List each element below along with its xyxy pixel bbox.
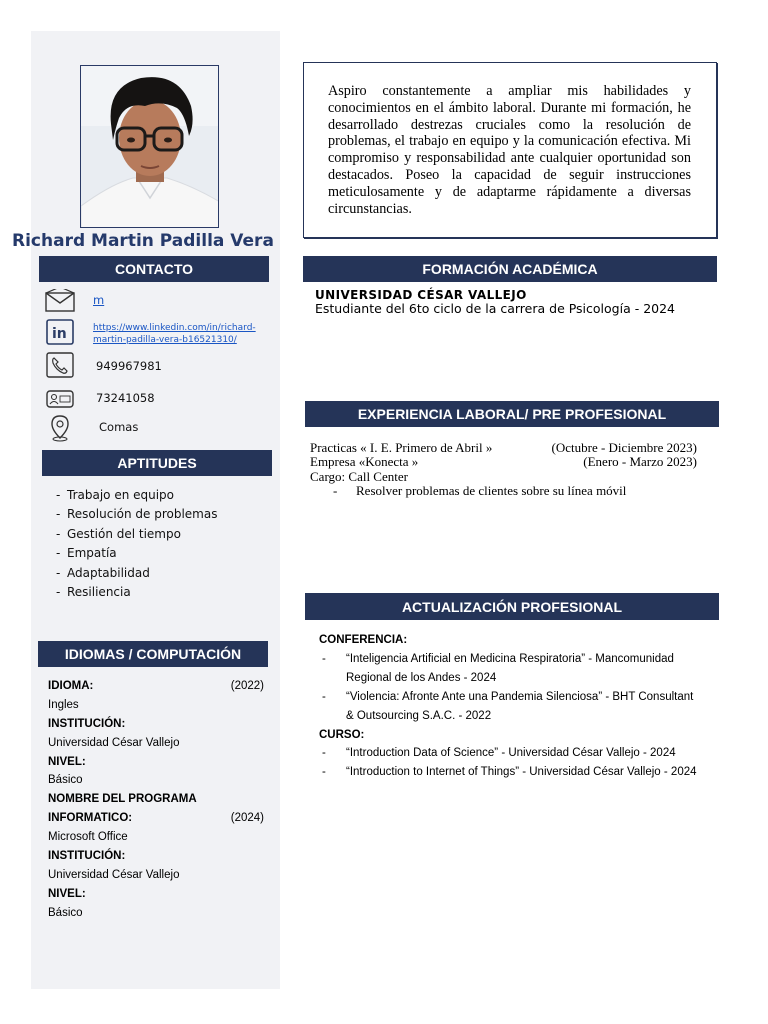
- list-item: [319, 650, 714, 669]
- email-link[interactable]: m: [93, 293, 105, 307]
- idioma-year: (2022): [230, 680, 264, 692]
- bullet-dash: -: [322, 766, 326, 779]
- experience-date-1: (Octubre - Diciembre 2023): [551, 440, 697, 455]
- programa-label: INFORMATICO:: [48, 812, 133, 825]
- phone-number: 949967981: [96, 359, 162, 373]
- envelope-icon: [45, 287, 75, 315]
- list-item: [319, 763, 714, 782]
- skill-label: Gestión del tiempo: [67, 526, 181, 541]
- experience-section: [310, 441, 697, 498]
- education-detail: Estudiante del 6to ciclo de la carrera de Psicología - 2024: [315, 301, 676, 316]
- course-2: “Introduction to Internet of Things” - Universidad César Vallejo - 2024: [346, 766, 697, 779]
- updates-section: [319, 631, 714, 782]
- programa-year: (2024): [230, 812, 264, 825]
- bullet-dash: -: [56, 565, 61, 580]
- institucion-value: Universidad César Vallejo: [48, 736, 180, 749]
- bullet-dash: -: [322, 747, 326, 760]
- dni-number: 73241058: [96, 391, 155, 405]
- list-item: [56, 565, 217, 584]
- bullet-dash: -: [322, 690, 326, 703]
- list-item: [319, 688, 714, 707]
- contacto-heading: CONTACTO: [39, 256, 269, 282]
- phone-icon: [45, 351, 75, 379]
- experience-line-3: Cargo: Call Center: [310, 468, 408, 484]
- experience-bullet: Resolver problemas de clientes sobre su línea móvil: [356, 482, 627, 498]
- bullet-dash: -: [56, 584, 61, 599]
- experiencia-heading: EXPERIENCIA LABORAL/ PRE PROFESIONAL: [305, 401, 719, 427]
- list-item: [319, 744, 714, 763]
- candidate-name: Richard Martin Padilla Vera: [12, 231, 274, 251]
- skill-label: Empatía: [67, 546, 117, 561]
- nivel-value: Básico: [48, 906, 83, 919]
- institucion-label: INSTITUCIÓN:: [48, 717, 126, 730]
- profile-photo: [80, 65, 219, 228]
- linkedin-icon: [45, 318, 75, 346]
- idiomas-section: [48, 678, 264, 924]
- conference-2-line-2: & Outsourcing S.A.C. - 2022: [346, 709, 492, 722]
- location-pin-icon: [45, 414, 75, 442]
- nivel-label: NIVEL:: [48, 755, 86, 768]
- institucion-value: Universidad César Vallejo: [48, 868, 180, 881]
- education-institution: UNIVERSIDAD CÉSAR VALLEJO: [315, 288, 527, 302]
- linkedin-line-2: martin-padilla-vera-b16521310/: [93, 335, 237, 345]
- actualizacion-heading: ACTUALIZACIÓN PROFESIONAL: [305, 593, 719, 620]
- conference-1-line-2: Regional de los Andes - 2024: [346, 671, 497, 684]
- location-text: Comas: [99, 420, 139, 434]
- bullet-dash: -: [333, 482, 338, 498]
- list-item-continued: [319, 669, 714, 688]
- bullet-spacer: [319, 669, 346, 688]
- curso-label: CURSO:: [319, 728, 365, 741]
- skill-label: Trabajo en equipo: [67, 488, 175, 502]
- programa-value: Microsoft Office: [48, 831, 128, 844]
- bullet-dash: -: [56, 546, 61, 561]
- experience-date-2: (Enero - Marzo 2023): [583, 454, 697, 470]
- list-item: [56, 545, 217, 564]
- bullet-spacer: [319, 707, 346, 726]
- profile-summary: Aspiro constantemente a ampliar mis habilidades y conocimientos en el ámbito laboral. Durante mi formación, he desarrollado destrezas cruciales como la resolución de problemas, el trabajo en equipo y la comunicación efectiva. Mi compromiso y responsabilidad ante cualquier oportunidad son destacados. Poseo la capacidad de seguir instrucciones meticulosamente y de adaptarme rápidamente a diversas circunstancias.: [303, 62, 717, 238]
- experience-line-2: Empresa «Konecta »: [310, 454, 419, 470]
- skill-label: Resiliencia: [67, 584, 131, 599]
- bullet-dash: -: [56, 488, 61, 502]
- idioma-value: Ingles: [48, 698, 79, 711]
- linkedin-link[interactable]: [93, 322, 256, 346]
- idioma-label: IDIOMA:: [48, 680, 94, 692]
- programa-label: NOMBRE DEL PROGRAMA: [48, 793, 197, 806]
- conferencia-label: CONFERENCIA:: [319, 634, 408, 646]
- skills-list: [56, 487, 217, 603]
- formacion-heading: FORMACIÓN ACADÉMICA: [303, 256, 717, 282]
- idiomas-heading: IDIOMAS / COMPUTACIÓN: [38, 641, 268, 667]
- list-item: [56, 584, 217, 603]
- conference-2-line-1: “Violencia: Afronte Ante una Pandemia Silenciosa” - BHT Consultant: [346, 690, 694, 703]
- list-item: [56, 506, 217, 525]
- list-item: [56, 526, 217, 545]
- skill-label: Resolución de problemas: [67, 507, 218, 522]
- institucion-label: INSTITUCIÓN:: [48, 850, 126, 863]
- aptitudes-heading: APTITUDES: [42, 450, 272, 476]
- bullet-dash: -: [56, 507, 61, 522]
- linkedin-line-1: https://www.linkedin.com/in/richard-: [93, 323, 256, 333]
- course-1: “Introduction Data of Science” - Universidad César Vallejo - 2024: [346, 747, 676, 760]
- list-item: [310, 484, 697, 498]
- list-item-continued: [319, 707, 714, 726]
- nivel-value: Básico: [48, 774, 83, 787]
- nivel-label: NIVEL:: [48, 887, 86, 900]
- bullet-dash: -: [322, 652, 326, 665]
- bullet-dash: -: [56, 526, 61, 541]
- experience-line-1: Practicas « I. E. Primero de Abril »: [310, 440, 493, 455]
- id-card-icon: [45, 385, 75, 413]
- skill-label: Adaptabilidad: [67, 565, 150, 580]
- svg-text:in: in: [52, 326, 67, 342]
- conference-1-line-1: “Inteligencia Artificial en Medicina Respiratoria” - Mancomunidad: [346, 652, 674, 665]
- list-item: [56, 487, 217, 506]
